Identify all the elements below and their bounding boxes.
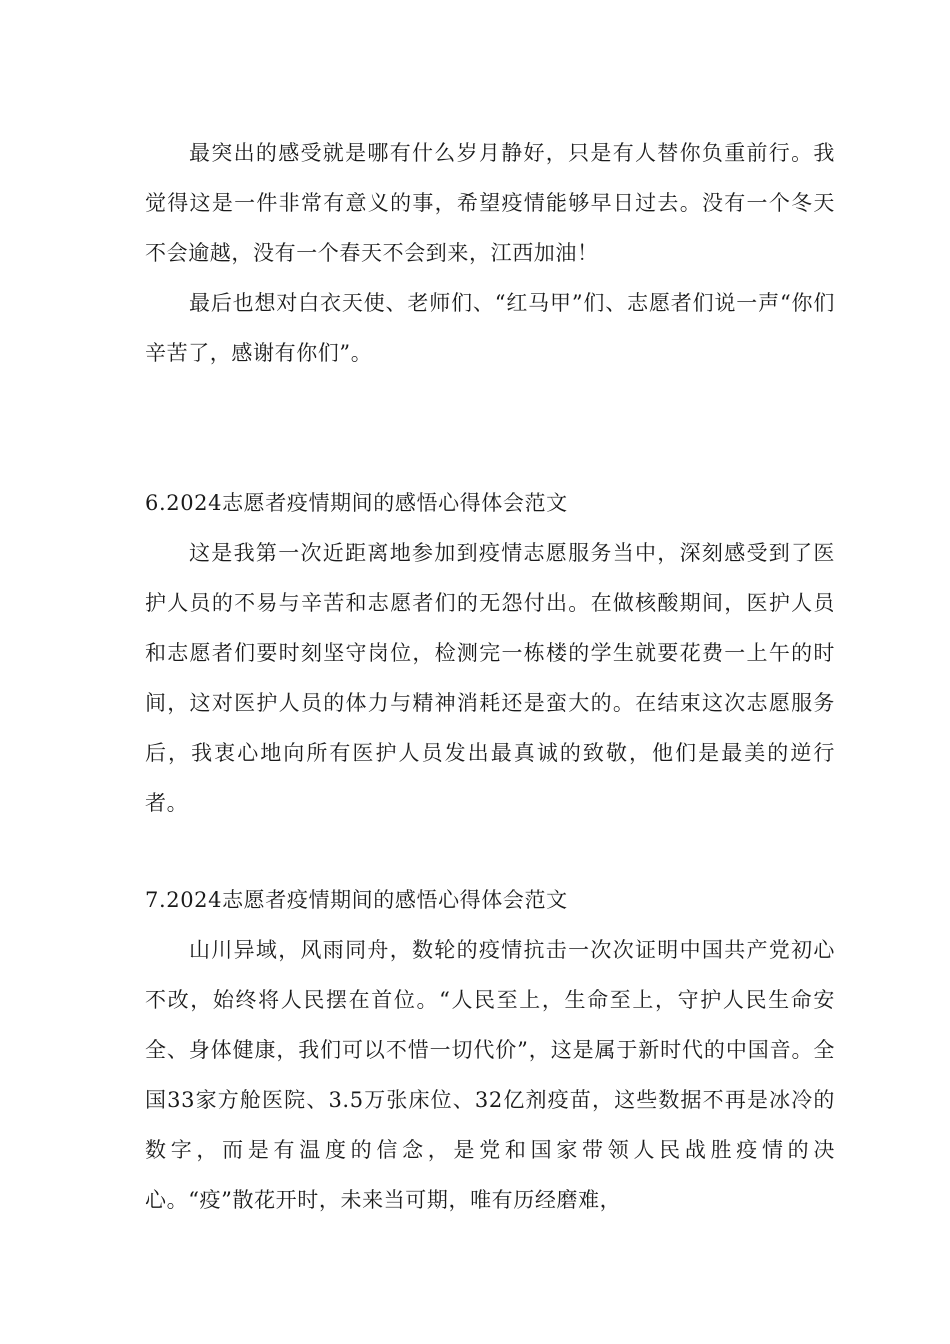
paragraph: 这是我第一次近距离地参加到疫情志愿服务当中，深刻感受到了医护人员的不易与辛苦和志愿者们的无怨付出。在做核酸期间，医护人员和志愿者们要时刻坚守岗位，检测完一栋楼的学生就要花费一上午的时间，这对医护人员的体力与精神消耗还是蛮大的。在结束这次志愿服务后，我衷心地向所有医护人员发出最真诚的致敬，他们是最美的逆行者。 <box>145 541 835 815</box>
paragraph: 最突出的感受就是哪有什么岁月静好，只是有人替你负重前行。我觉得这是一件非常有意义的事，希望疫情能够早日过去。没有一个冬天不会逾越，没有一个春天不会到来，江西加油！ <box>145 141 835 265</box>
paragraph: 最后也想对白衣天使、老师们、“红马甲”们、志愿者们说一声“你们辛苦了，感谢有你们”。 <box>145 291 835 365</box>
section-heading-6: 6.2024志愿者疫情期间的感悟心得体会范文 <box>145 491 568 515</box>
section-heading-7: 7.2024志愿者疫情期间的感悟心得体会范文 <box>145 888 568 912</box>
paragraph: 山川异域，风雨同舟，数轮的疫情抗击一次次证明中国共产党初心不改，始终将人民摆在首位。“人民至上，生命至上，守护人民生命安全、身体健康，我们可以不惜一切代价”，这是属于新时代的中国音。全国33家方舱医院、3.5万张床位、32亿剂疫苗，这些数据不再是冰冷的数字，而是有温度的信念，是党和国家带领人民战胜疫情的决心。“疫”散花开时，未来当可期，唯有历经磨难， <box>145 938 835 1212</box>
